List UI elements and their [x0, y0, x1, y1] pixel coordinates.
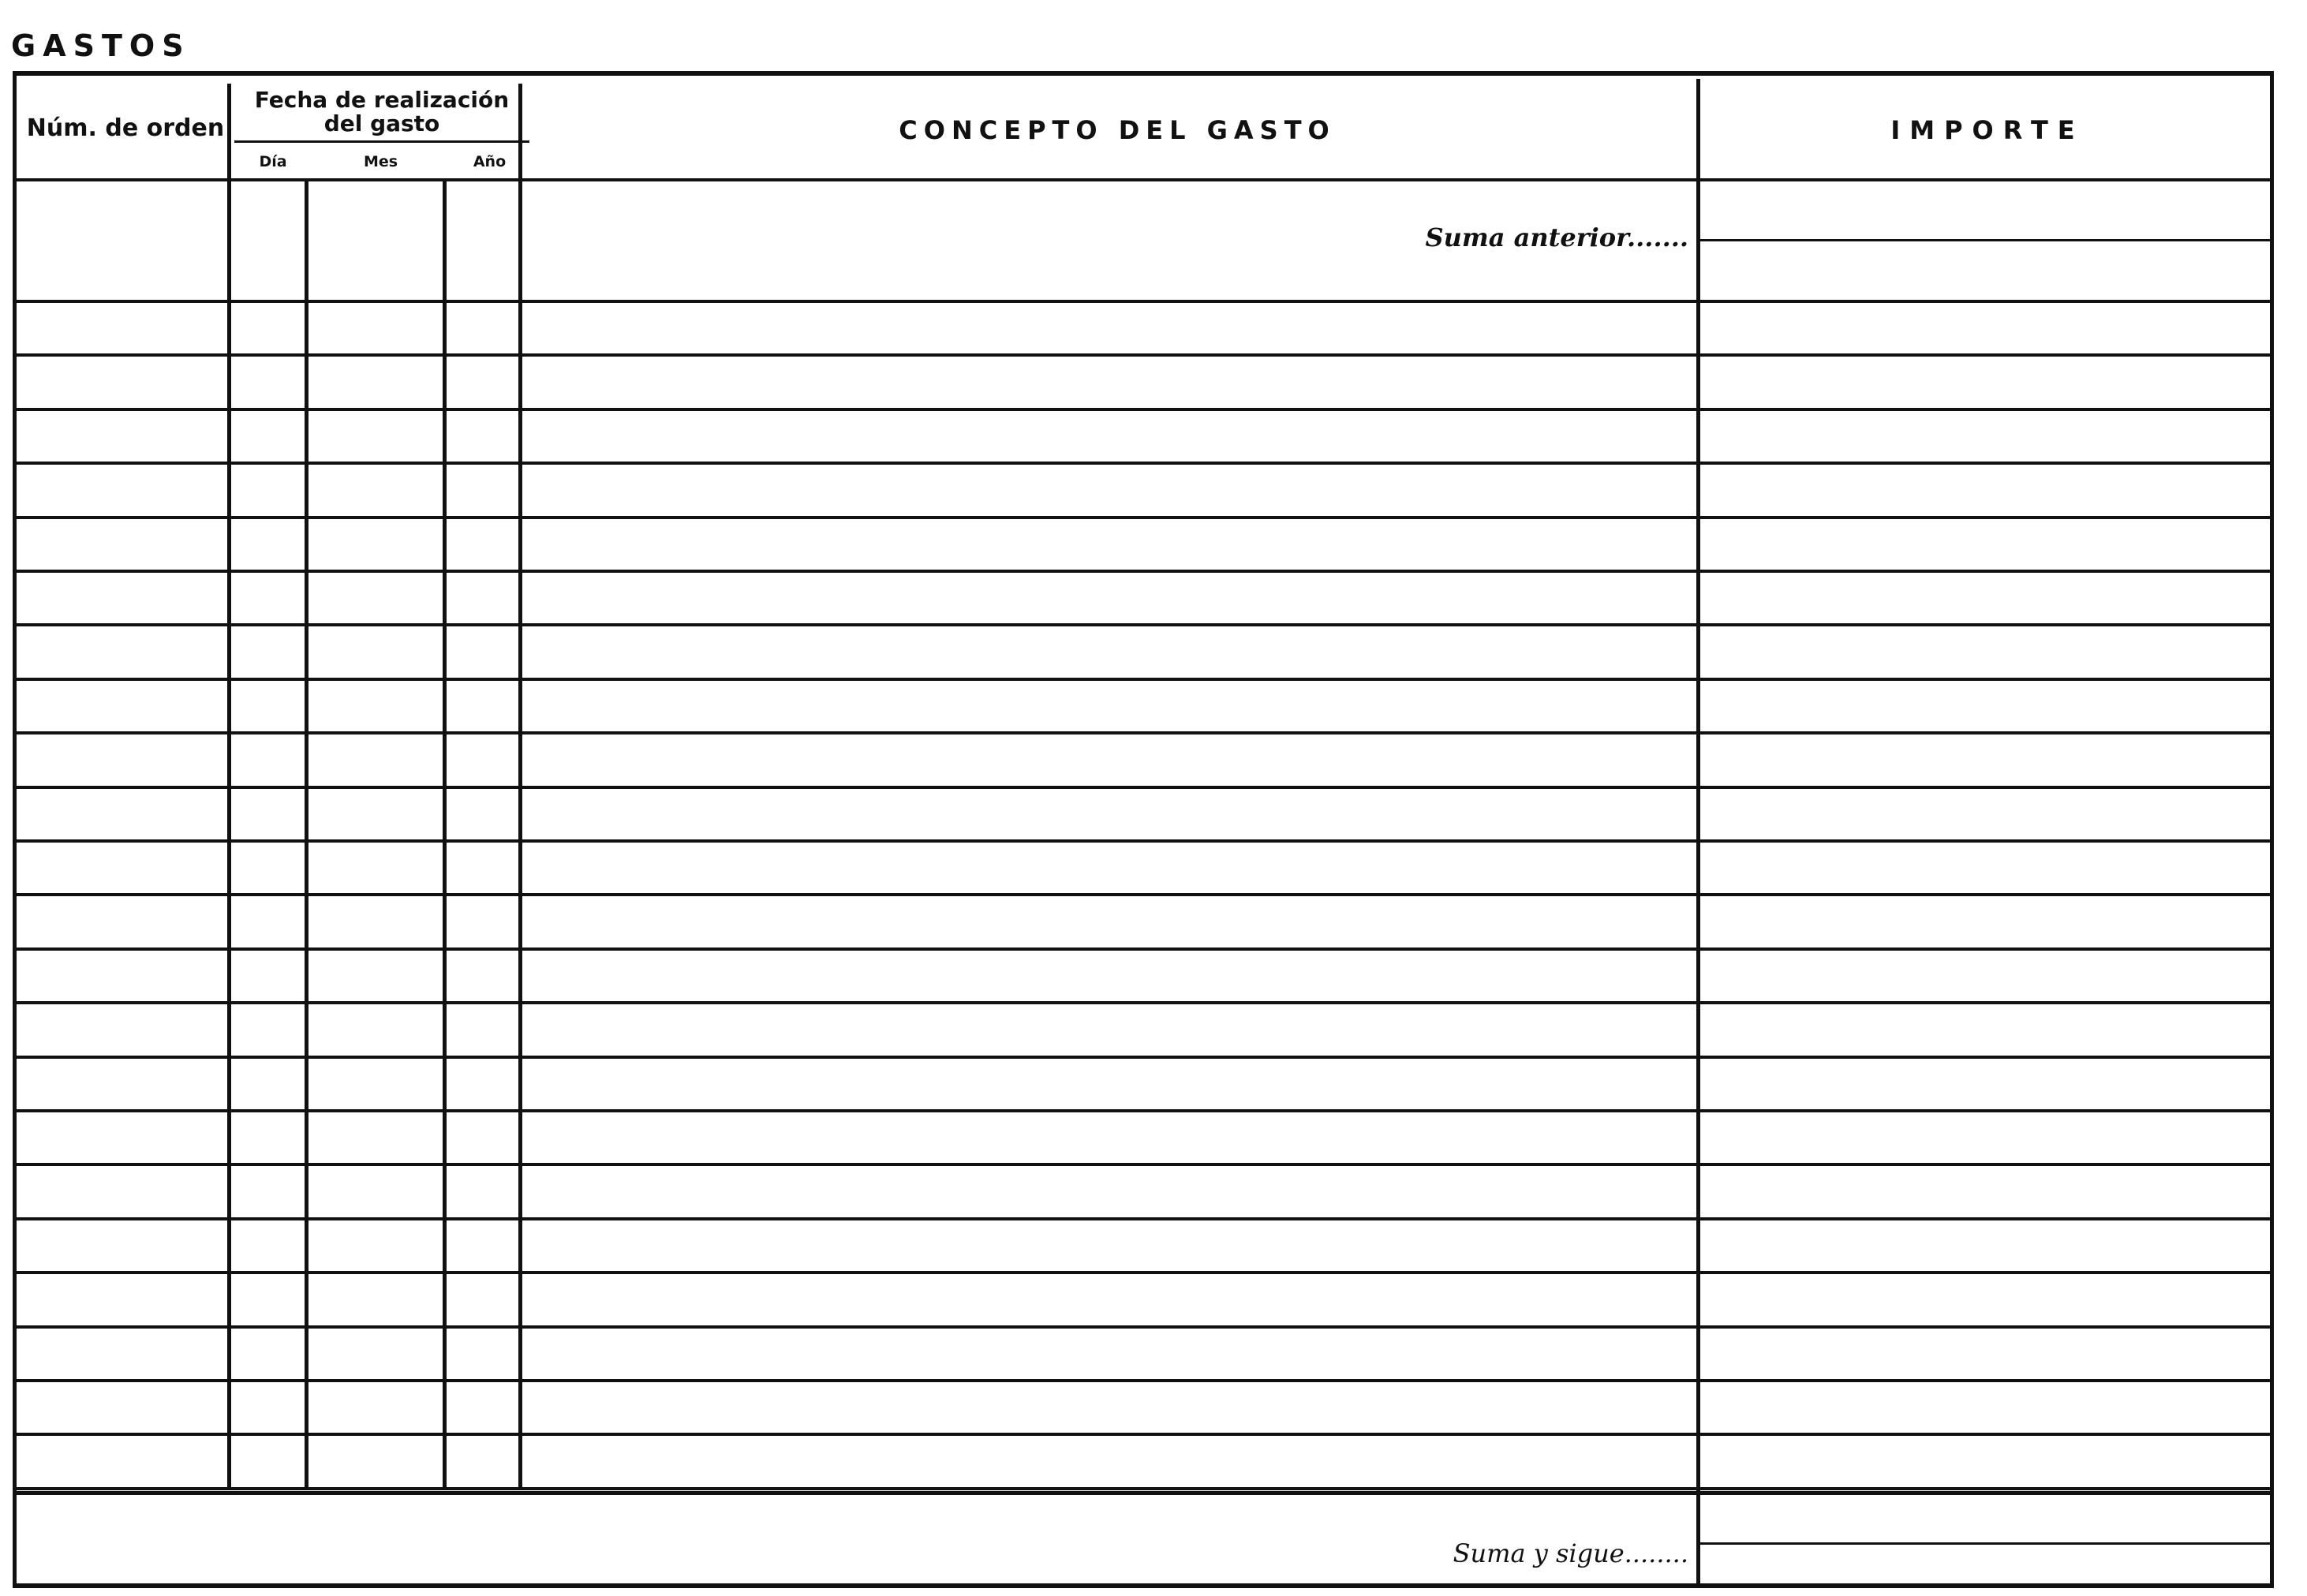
table-row-line — [13, 1433, 2274, 1436]
column-divider-dia — [305, 178, 308, 1488]
table-right-border — [2270, 71, 2274, 1587]
table-row-line — [13, 516, 2274, 519]
table-row-line — [13, 786, 2274, 789]
table-row-line — [13, 948, 2274, 951]
header-dia: Día — [259, 153, 287, 170]
table-row-line — [13, 1379, 2274, 1382]
suma-y-sigue-line — [1700, 1542, 2270, 1545]
table-row-line — [13, 300, 2274, 303]
table-row-line — [13, 623, 2274, 626]
form-title: GASTOS — [11, 28, 191, 63]
fecha-subheader-line — [234, 140, 529, 143]
table-row-line — [13, 678, 2274, 681]
column-divider-concepto — [1696, 79, 1700, 1587]
column-divider-mes — [443, 178, 447, 1488]
table-row-line — [13, 839, 2274, 843]
suma-anterior-line — [1700, 239, 2270, 241]
table-row-line — [13, 1109, 2274, 1112]
table-row-line — [13, 462, 2274, 465]
header-ano: Año — [473, 153, 507, 170]
table-row-line — [13, 1325, 2274, 1329]
table-row-line — [13, 731, 2274, 734]
header-concepto: CONCEPTO DEL GASTO — [899, 115, 1336, 145]
expense-ledger-table — [13, 71, 2274, 1587]
header-separator — [13, 178, 2274, 181]
column-divider-num-orden — [227, 84, 231, 1488]
header-num-orden: Núm. de orden — [26, 114, 225, 142]
table-row-line — [13, 353, 2274, 357]
header-fecha: Fecha de realización del gasto — [254, 87, 510, 136]
table-row-line — [13, 893, 2274, 896]
table-left-border — [13, 71, 17, 1587]
header-importe: IMPORTE — [1890, 115, 2085, 145]
table-row-line — [13, 1001, 2274, 1004]
table-row-line — [13, 1487, 2274, 1490]
table-top-border — [13, 71, 2274, 76]
totals-separator — [13, 1491, 2274, 1495]
table-row-line — [13, 1217, 2274, 1220]
suma-y-sigue-label: Suma y sigue........ — [1453, 1538, 1688, 1568]
column-divider-fecha — [518, 84, 522, 1488]
table-bottom-border — [13, 1583, 2274, 1588]
table-row-line — [13, 1056, 2274, 1059]
table-row-line — [13, 1271, 2274, 1274]
table-row-line — [13, 408, 2274, 411]
suma-anterior-label: Suma anterior....... — [1425, 222, 1688, 252]
table-row-line — [13, 1163, 2274, 1166]
table-row-line — [13, 570, 2274, 573]
header-mes: Mes — [363, 153, 398, 170]
